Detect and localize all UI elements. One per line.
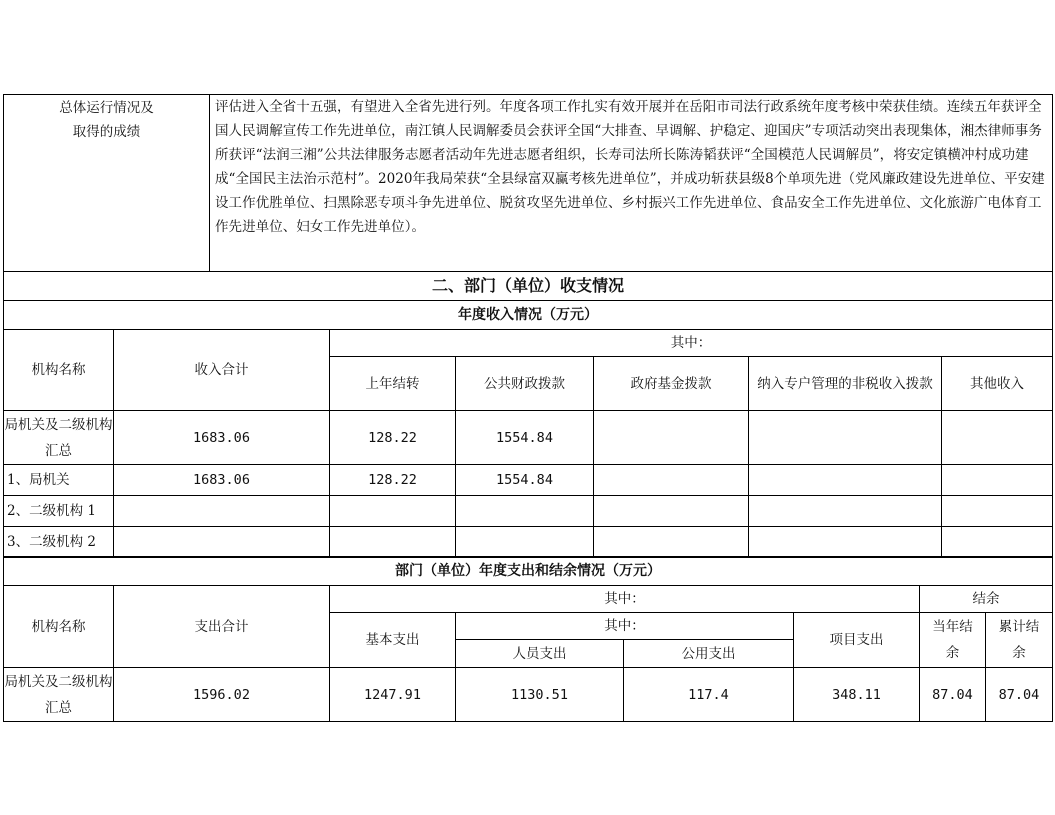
row-total (114, 496, 330, 527)
row-fund (594, 496, 749, 527)
table-row (4, 668, 1053, 722)
income-block (3, 271, 1052, 558)
table-row (4, 465, 1053, 496)
expense-col-basic: 基本支出 (330, 613, 456, 668)
row-nontax (749, 411, 942, 465)
summary-label-line2: 取得的成绩 (72, 124, 141, 140)
income-col-fund: 政府基金拨款 (594, 357, 749, 411)
row-public: 1554.84 (456, 411, 594, 465)
income-col-name: 机构名称 (4, 330, 114, 411)
section-title: 二、部门（单位）收支情况 (4, 272, 1053, 301)
expense-col-among: 其中： (330, 586, 920, 613)
expense-block (3, 556, 1052, 722)
income-col-carry: 上年结转 (330, 357, 456, 411)
expense-col-project: 项目支出 (794, 613, 920, 668)
expense-col-current: 当年结余 (920, 613, 986, 668)
row-other (942, 527, 1053, 558)
row-nontax (749, 527, 942, 558)
income-table (3, 271, 1053, 558)
row-carry (330, 527, 456, 558)
income-col-nontax: 纳入专户管理的非税收入拨款 (749, 357, 942, 411)
row-name: 局机关及二级机构汇总 (4, 668, 114, 722)
row-total: 1683.06 (114, 411, 330, 465)
summary-label-line1: 总体运行情况及 (59, 100, 154, 116)
row-name: 局机关及二级机构汇总 (4, 411, 114, 465)
row-cumulative: 87.04 (986, 668, 1053, 722)
table-row (4, 527, 1053, 558)
row-carry (330, 496, 456, 527)
income-col-among: 其中： (330, 330, 1053, 357)
expense-title: 部门（单位）年度支出和结余情况（万元） (4, 557, 1053, 586)
row-personnel: 1130.51 (456, 668, 624, 722)
row-total: 1683.06 (114, 465, 330, 496)
row-name: 3、二级机构 2 (4, 527, 114, 558)
row-fund (594, 465, 749, 496)
row-basic: 1247.91 (330, 668, 456, 722)
expense-col-public: 公用支出 (624, 640, 794, 668)
row-public: 117.4 (624, 668, 794, 722)
row-public: 1554.84 (456, 465, 594, 496)
row-public (456, 496, 594, 527)
row-fund (594, 411, 749, 465)
row-other (942, 496, 1053, 527)
expense-table (3, 556, 1053, 722)
row-other (942, 465, 1053, 496)
income-col-other: 其他收入 (942, 357, 1053, 411)
income-title: 年度收入情况（万元） (4, 301, 1053, 330)
row-name: 1、局机关 (4, 465, 114, 496)
expense-col-personnel: 人员支出 (456, 640, 624, 668)
summary-block (3, 94, 1052, 272)
row-nontax (749, 465, 942, 496)
row-project: 348.11 (794, 668, 920, 722)
income-col-public: 公共财政拨款 (456, 357, 594, 411)
row-other (942, 411, 1053, 465)
expense-col-among2: 其中： (456, 613, 794, 640)
row-carry: 128.22 (330, 411, 456, 465)
row-name: 2、二级机构 1 (4, 496, 114, 527)
expense-col-name: 机构名称 (4, 586, 114, 668)
income-col-total: 收入合计 (114, 330, 330, 411)
row-total (114, 527, 330, 558)
expense-col-cumulative: 累计结余 (986, 613, 1053, 668)
summary-text: 评估进入全省十五强，有望进入全省先进行列。年度各项工作扎实有效开展并在岳阳市司法行政系统年度考核中荣获佳绩。连续五年获评全国人民调解宣传工作先进单位，南江镇人民调解委员会获评全国“大排查、早调解、护稳定、迎国庆”专项活动突出表现集体，湘杰律师事务所获评“法润三湘”公共法律服务志愿者活动年先进志愿者组织，长寿司法所长陈涛韬获评“全国模范人民调解员”，将安定镇横冲村成功建成“全国民主法治示范村”。2020年我局荣获“全县绿富双赢考核先进单位”，并成功斩获县级8个单项先进（党风廉政建设先进单位、平安建设工作优胜单位、扫黑除恶专项斗争先进单位、脱贫攻坚先进单位、乡村振兴工作先进单位、食品安全工作先进单位、文化旅游广电体育工作先进单位、妇女工作先进单位）。 (210, 95, 1053, 272)
row-public (456, 527, 594, 558)
row-current: 87.04 (920, 668, 986, 722)
table-row (4, 496, 1053, 527)
expense-col-balance: 结余 (920, 586, 1053, 613)
table-row (4, 411, 1053, 465)
row-nontax (749, 496, 942, 527)
summary-label-cell (4, 95, 210, 272)
row-carry: 128.22 (330, 465, 456, 496)
expense-col-total: 支出合计 (114, 586, 330, 668)
row-fund (594, 527, 749, 558)
row-total: 1596.02 (114, 668, 330, 722)
summary-table (3, 94, 1053, 272)
